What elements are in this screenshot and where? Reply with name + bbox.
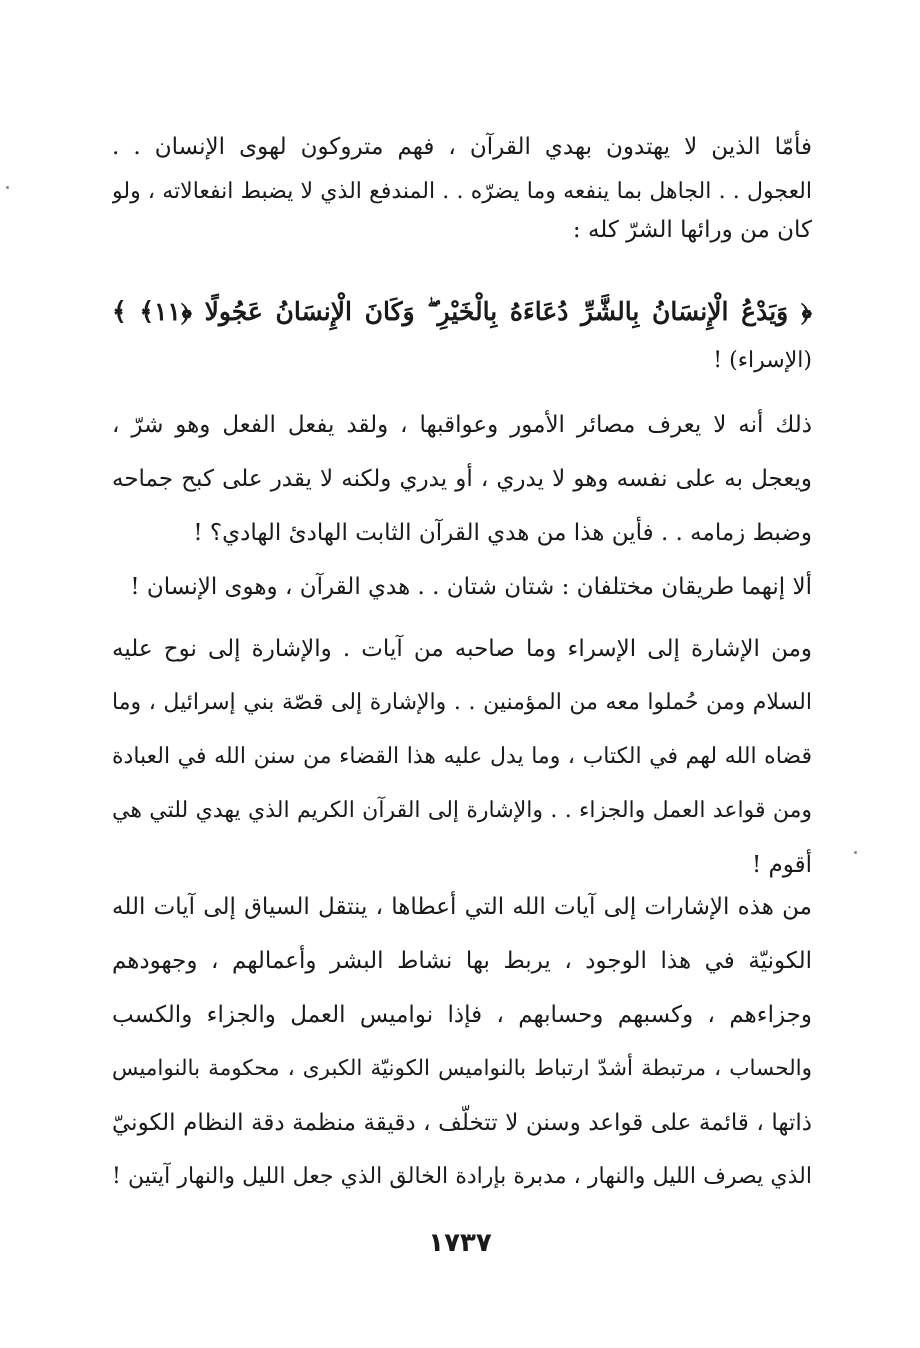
text-line: فأمّا الذين لا يهتدون بهدي القرآن ، فهم متروكون لهوى الإنسان . . xyxy=(112,134,812,160)
text-line: ويعجل به على نفسه وهو لا يدري ، أو يدري ولكنه لا يقدر على كبح جماحه xyxy=(112,466,812,492)
text-line: ذاتها ، قائمة على قواعد وسنن لا تتخلّف ، دقيقة منظمة دقة النظام الكونيّ xyxy=(112,1110,812,1136)
scan-speck xyxy=(6,186,9,189)
text-line: الكونيّة في هذا الوجود ، يربط بها نشاط البشر وأعمالهم ، وجهودهم xyxy=(112,948,812,974)
text-line: ومن الإشارة إلى الإسراء وما صاحبه من آيات . والإشارة إلى نوح عليه xyxy=(112,636,812,662)
text-line: وجزاءهم ، وكسبهم وحسابهم ، فإذا نواميس العمل والجزاء والكسب xyxy=(112,1002,812,1028)
verse-line: ﴿ وَيَدْعُ الْإِنسَانُ بِالشَّرِّ دُعَاءَهُ بِالْخَيْرِ ۖ وَكَانَ الْإِنسَانُ عَجُولًا ﴿١١﴾ ﴾ xyxy=(112,297,812,326)
text-line: ومن قواعد العمل والجزاء . . والإشارة إلى القرآن الكريم الذي يهدي للتي هي xyxy=(112,798,812,823)
text-line: وضبط زمامه . . فأين هذا من هدي القرآن الثابت الهادئ الهادي؟ ! xyxy=(193,520,812,546)
text-line: والحساب ، مرتبطة أشدّ ارتباط بالنواميس الكونيّة الكبرى ، محكومة بالنواميس xyxy=(112,1056,812,1081)
text-line: ذلك أنه لا يعرف مصائر الأمور وعواقبها ، ولقد يفعل الفعل وهو شرّ ، xyxy=(112,412,812,438)
paragraph-2 xyxy=(112,398,812,560)
text-line: من هذه الإشارات إلى آيات الله التي أعطاها ، ينتقل السياق إلى آيات الله xyxy=(112,894,812,920)
text-line: أقوم ! xyxy=(751,852,812,878)
text-line: العجول . . الجاهل بما ينفعه وما يضرّه . . المندفع الذي لا يضبط انفعالاته ، ولو xyxy=(112,179,812,204)
text-line: ألا إنهما طريقان مختلفان : شتان شتان . . هدي القرآن ، وهوى الإنسان ! xyxy=(130,574,812,600)
scan-speck xyxy=(854,851,857,854)
paragraph-4 xyxy=(112,622,812,892)
paragraph-1 xyxy=(112,120,812,250)
quran-verse xyxy=(112,285,812,383)
paragraph-5 xyxy=(112,880,812,1204)
verse-reference: (الإسراء) ! xyxy=(713,348,812,373)
text-line: كان من ورائها الشرّ كله : xyxy=(572,217,812,243)
text-line: السلام ومن حُملوا معه من المؤمنين . . والإشارة إلى قصّة بني إسرائيل ، وما xyxy=(112,690,812,715)
page-number: ١٧٣٧ xyxy=(428,1228,492,1258)
text-line: قضاه الله لهم في الكتاب ، وما يدل عليه هذا القضاء من سنن الله في العبادة xyxy=(112,744,812,769)
paragraph-3 xyxy=(112,560,812,614)
text-line: الذي يصرف الليل والنهار ، مدبرة بإرادة الخالق الذي جعل الليل والنهار آيتين ! xyxy=(112,1164,812,1189)
